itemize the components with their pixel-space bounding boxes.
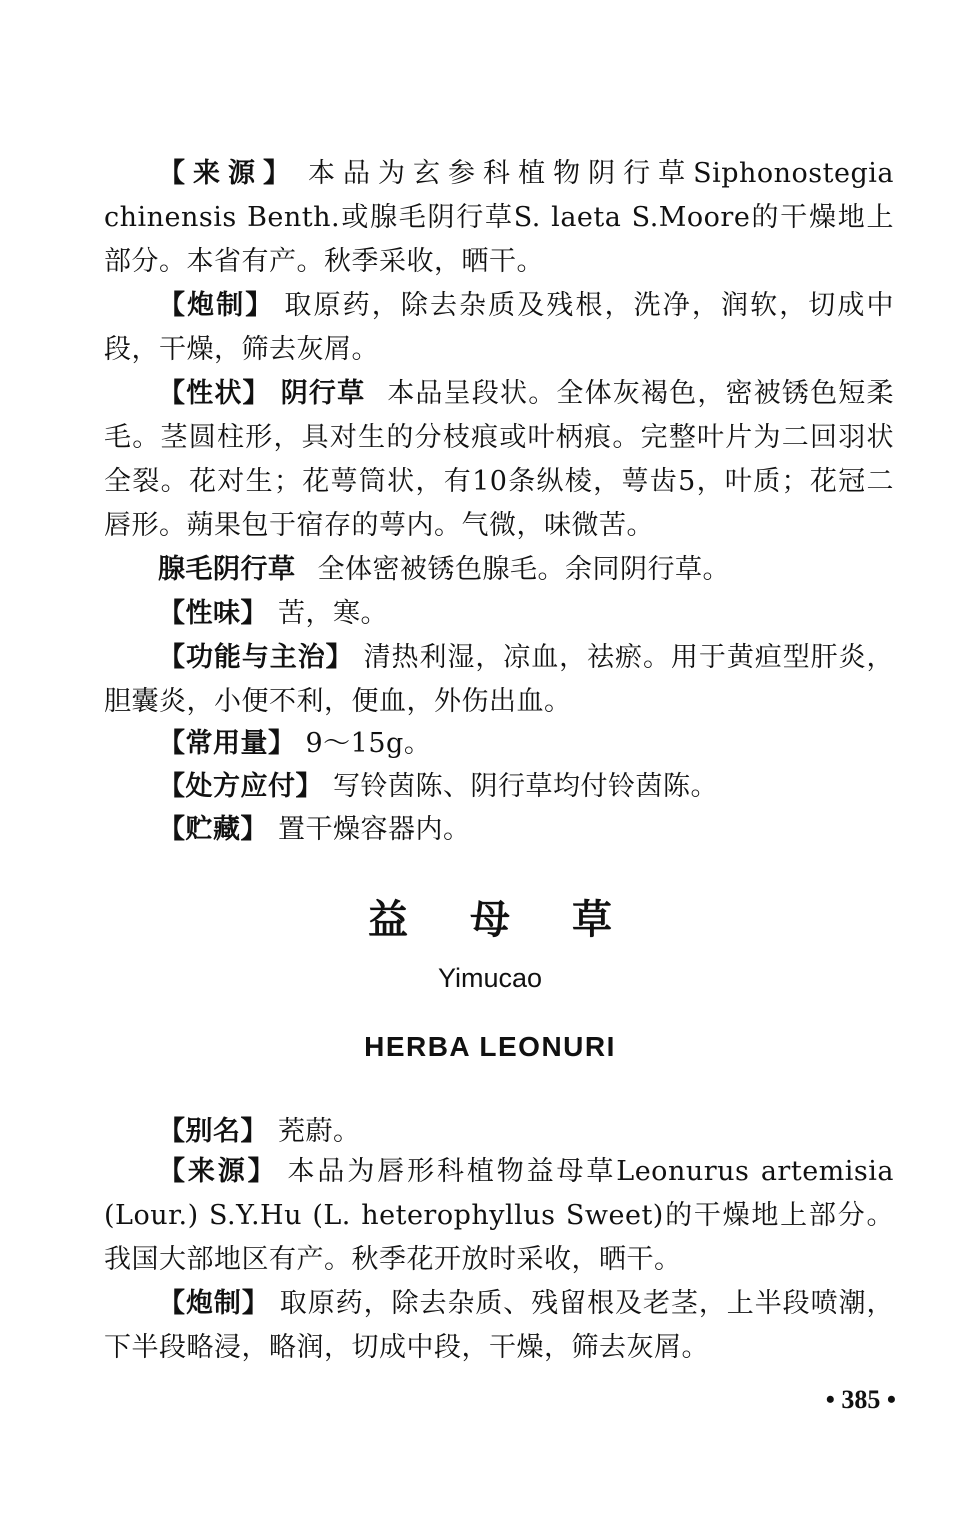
source2-paragraph bbox=[104, 1150, 894, 1282]
function-text: 清热利湿，凉血，祛瘀。用于黄疸型肝炎，胆囊炎，小便不利，便血，外伤出血。 bbox=[104, 642, 895, 717]
processing2-paragraph bbox=[104, 1282, 894, 1370]
characteristics-text: 本品呈段状。全体灰褐色，密被锈色短柔毛。茎圆柱形，具对生的分枝痕或叶柄痕。完整叶片为二回羽状全裂。花对生；花萼筒状，有10条纵棱，萼齿5，叶质；花冠二唇形。蒴果包于宿存的萼内。气微，味微苦。 bbox=[104, 378, 894, 541]
variant-text: 全体密被锈色腺毛。余同阴行草。 bbox=[317, 554, 730, 585]
nature-text: 苦，寒。 bbox=[278, 598, 388, 629]
source-text: 本品为玄参科植物阴行草Siphonostegia chinensis Benth.或腺毛阴行草S. laeta S.Moore的干燥地上部分。本省有产。秋季采收，晒干。 bbox=[104, 158, 895, 277]
function-paragraph bbox=[104, 636, 894, 724]
variant-subhead: 腺毛阴行草 bbox=[158, 554, 296, 585]
prescription-paragraph bbox=[104, 765, 894, 809]
entry-title-chinese: 益母草 bbox=[368, 897, 674, 943]
source2-text: 本品为唇形科植物益母草Leonurus artemisia (Lour.) S.Y.Hu (L. heterophyllus Sweet)的干燥地上部分。我国大部地区有产。秋季花开放时采收，晒干。 bbox=[104, 1156, 894, 1275]
nature-tag: 【性味】 bbox=[158, 598, 268, 629]
entry-title-latin: HERBA LEONURI bbox=[364, 1031, 616, 1062]
entry-title-pinyin: Yimucao bbox=[437, 963, 543, 993]
source-paragraph bbox=[104, 152, 894, 284]
processing-text: 取原药，除去杂质及残根，洗净，润软，切成中段，干燥，筛去灰屑。 bbox=[104, 290, 895, 365]
function-tag: 【功能与主治】 bbox=[158, 642, 354, 673]
characteristics-tag: 【性状】 bbox=[158, 378, 271, 409]
storage-tag: 【贮藏】 bbox=[158, 814, 268, 845]
alias-text: 茺蔚。 bbox=[278, 1116, 361, 1147]
source2-tag: 【来源】 bbox=[158, 1156, 278, 1187]
page-number: • 385 • bbox=[825, 1385, 896, 1414]
processing2-text: 取原药，除去杂质、残留根及老茎，上半段喷潮，下半段略浸，略润，切成中段，干燥，筛去灰屑。 bbox=[104, 1288, 895, 1363]
dosage-tag: 【常用量】 bbox=[158, 728, 296, 759]
prescription-text: 写铃茵陈、阴行草均付铃茵陈。 bbox=[333, 771, 718, 802]
storage-paragraph bbox=[104, 808, 894, 852]
nature-paragraph bbox=[104, 592, 894, 636]
processing2-tag: 【炮制】 bbox=[158, 1288, 270, 1319]
characteristics-subhead: 阴行草 bbox=[280, 378, 366, 409]
dosage-paragraph bbox=[104, 722, 894, 766]
alias-paragraph bbox=[104, 1110, 894, 1154]
processing-tag: 【炮制】 bbox=[158, 290, 275, 321]
dosage-text: 9～15g。 bbox=[305, 728, 432, 759]
storage-text: 置干燥容器内。 bbox=[278, 814, 471, 845]
characteristics-paragraph bbox=[104, 372, 894, 548]
processing-paragraph bbox=[104, 284, 894, 372]
source-tag: 【来源】 bbox=[158, 158, 299, 189]
alias-tag: 【别名】 bbox=[158, 1116, 268, 1147]
variant-paragraph bbox=[104, 548, 894, 592]
prescription-tag: 【处方应付】 bbox=[158, 771, 323, 802]
